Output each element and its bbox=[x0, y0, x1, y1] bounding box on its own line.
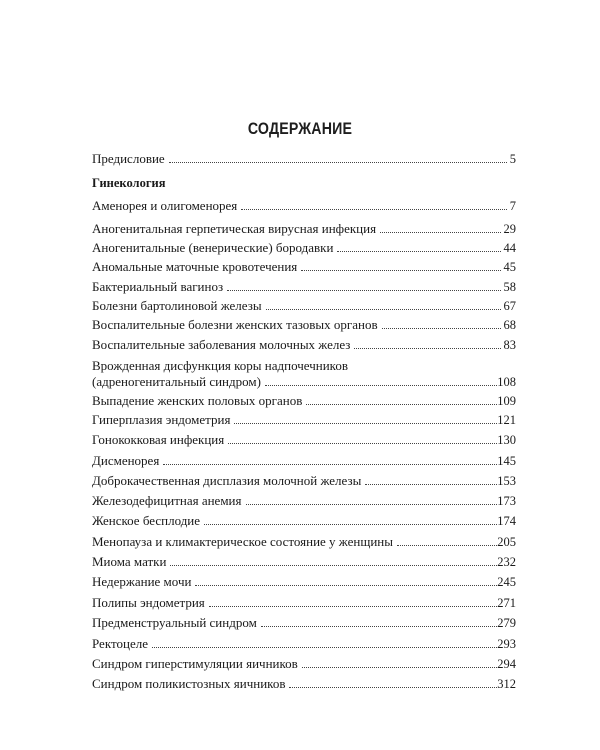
toc-entry-label: Миома матки bbox=[92, 554, 167, 569]
dot-leader bbox=[301, 269, 500, 271]
toc-entry[interactable] bbox=[92, 493, 516, 509]
toc-entry-label: Аногенитальная герпетическая вирусная инфекция bbox=[92, 221, 377, 236]
toc-entry[interactable] bbox=[92, 513, 516, 529]
dot-leader bbox=[234, 422, 497, 424]
toc-entry-label: Синдром гиперстимуляции яичников bbox=[92, 656, 298, 671]
toc-entry-page: 145 bbox=[497, 454, 516, 468]
toc-entry[interactable] bbox=[92, 412, 516, 428]
toc-entry[interactable] bbox=[92, 393, 516, 409]
toc-entry[interactable] bbox=[92, 317, 516, 333]
dot-leader bbox=[365, 483, 497, 485]
toc-entry-page: 174 bbox=[497, 514, 516, 528]
toc-entry-label: Предисловие bbox=[92, 151, 165, 166]
dot-leader bbox=[289, 686, 497, 688]
toc-entry-label: Врожденная дисфункция коры надпочечников bbox=[92, 358, 348, 373]
toc-entry[interactable] bbox=[92, 221, 516, 237]
toc-entry-label: Воспалительные заболевания молочных желез bbox=[92, 337, 351, 352]
toc-entry-label: Бактериальный вагиноз bbox=[92, 279, 224, 294]
toc-entry[interactable] bbox=[92, 259, 516, 275]
dot-leader bbox=[302, 666, 497, 668]
dot-leader bbox=[195, 584, 497, 586]
toc-entry[interactable] bbox=[92, 358, 516, 390]
toc-entry[interactable] bbox=[92, 298, 516, 314]
toc-entry-page: 5 bbox=[509, 152, 516, 166]
dot-leader bbox=[227, 289, 500, 291]
dot-leader bbox=[163, 463, 497, 465]
toc-entry-page: 67 bbox=[503, 299, 516, 313]
toc-entry-label: Доброкачественная дисплазия молочной железы bbox=[92, 473, 362, 488]
toc-entry-label: Предменструальный синдром bbox=[92, 615, 257, 630]
toc-entry-page: 293 bbox=[497, 637, 516, 651]
toc-entry-page: 44 bbox=[503, 241, 516, 255]
dot-leader bbox=[382, 327, 501, 329]
toc-entry-page: 45 bbox=[503, 260, 516, 274]
dot-leader bbox=[266, 308, 501, 310]
toc-entry-page: 279 bbox=[497, 616, 516, 630]
toc-entry[interactable] bbox=[92, 279, 516, 295]
dot-leader bbox=[152, 646, 497, 648]
toc-entry-label: Синдром поликистозных яичников bbox=[92, 676, 286, 691]
dot-leader bbox=[170, 564, 497, 566]
toc-entry-label: Аногенитальные (венерические) бородавки bbox=[92, 240, 334, 255]
toc-entry[interactable] bbox=[92, 554, 516, 570]
toc-entry-page: 108 bbox=[497, 375, 516, 389]
toc-entry[interactable] bbox=[92, 574, 516, 590]
toc-entry[interactable] bbox=[92, 473, 516, 489]
toc-entry-page: 130 bbox=[497, 433, 516, 447]
toc-entry-page: 173 bbox=[497, 494, 516, 508]
toc-entry-label: Дисменорея bbox=[92, 453, 160, 468]
toc-entry[interactable] bbox=[92, 534, 516, 550]
toc-entry-page: 205 bbox=[497, 535, 516, 549]
dot-leader bbox=[228, 442, 497, 444]
toc-title: СОДЕРЖАНИЕ bbox=[247, 120, 353, 138]
toc-entry[interactable] bbox=[92, 198, 516, 214]
dot-leader bbox=[241, 208, 506, 210]
toc-entry-page: 121 bbox=[497, 413, 516, 427]
toc-entry[interactable] bbox=[92, 595, 516, 611]
toc-entry-label: Менопауза и климактерическое состояние у женщины bbox=[92, 534, 393, 549]
toc-entry-label: Воспалительные болезни женских тазовых органов bbox=[92, 317, 378, 332]
dot-leader bbox=[204, 523, 497, 525]
toc-entry-label-continued: (адреногенитальный синдром) bbox=[92, 374, 261, 389]
toc-entry-label: Аномальные маточные кровотечения bbox=[92, 259, 298, 274]
toc-entry-page: 294 bbox=[497, 657, 516, 671]
dot-leader bbox=[380, 231, 500, 233]
toc-entry-page: 83 bbox=[503, 338, 516, 352]
toc-entry-label: Недержание мочи bbox=[92, 574, 192, 589]
toc-entry-label: Выпадение женских половых органов bbox=[92, 393, 303, 408]
toc-entry[interactable] bbox=[92, 656, 516, 672]
dot-leader bbox=[246, 503, 498, 505]
toc-entry-label: Полипы эндометрия bbox=[92, 595, 205, 610]
toc-entry-page: 109 bbox=[497, 394, 516, 408]
toc-entry[interactable] bbox=[92, 676, 516, 692]
dot-leader bbox=[265, 384, 497, 386]
dot-leader bbox=[306, 403, 497, 405]
toc-entry-page: 68 bbox=[503, 318, 516, 332]
toc-entry[interactable] bbox=[92, 240, 516, 256]
toc-entry[interactable] bbox=[92, 453, 516, 469]
toc-entry-label: Гонококковая инфекция bbox=[92, 432, 225, 447]
toc-entry[interactable] bbox=[92, 432, 516, 448]
toc-entry-page: 58 bbox=[503, 280, 516, 294]
dot-leader bbox=[169, 161, 507, 163]
dot-leader bbox=[337, 250, 500, 252]
toc-entry[interactable] bbox=[92, 337, 516, 353]
toc-entry-page: 312 bbox=[497, 677, 516, 691]
toc-entry[interactable] bbox=[92, 636, 516, 652]
toc-entry-label: Болезни бартолиновой железы bbox=[92, 298, 262, 313]
toc-entry-page: 7 bbox=[509, 199, 516, 213]
toc-entry-label: Женское бесплодие bbox=[92, 513, 201, 528]
toc-entry-label: Гиперплазия эндометрия bbox=[92, 412, 231, 427]
dot-leader bbox=[261, 625, 497, 627]
toc-entry-page: 271 bbox=[497, 596, 516, 610]
toc-entry-preface[interactable] bbox=[92, 151, 516, 167]
toc-entry[interactable] bbox=[92, 615, 516, 631]
dot-leader bbox=[209, 605, 497, 607]
toc-entry-label: Ректоцеле bbox=[92, 636, 148, 651]
toc-entry-label: Аменорея и олигоменорея bbox=[92, 198, 238, 213]
dot-leader bbox=[354, 347, 500, 349]
toc-entry-page: 29 bbox=[503, 222, 516, 236]
toc-entry-page: 245 bbox=[497, 575, 516, 589]
toc-entry-page: 232 bbox=[497, 555, 516, 569]
section-heading: Гинекология bbox=[92, 176, 166, 190]
toc-entry-page: 153 bbox=[497, 474, 516, 488]
dot-leader bbox=[397, 544, 497, 546]
toc-entry-label: Железодефицитная анемия bbox=[92, 493, 242, 508]
